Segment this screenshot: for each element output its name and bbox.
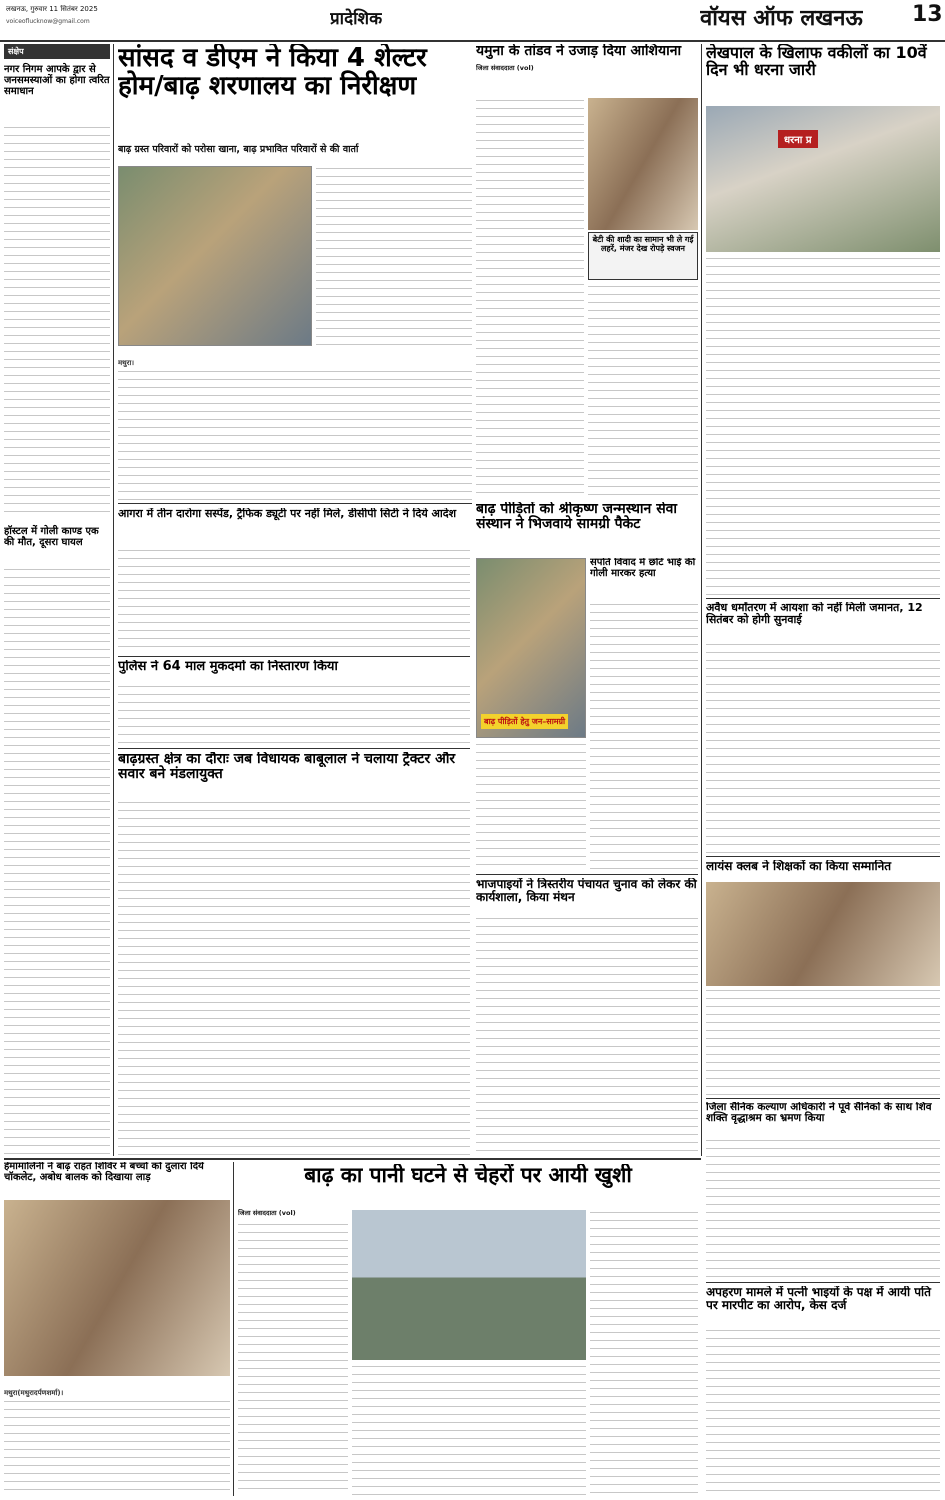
police-headline-block <box>118 660 470 682</box>
tractor-body <box>118 800 470 1156</box>
sainik-headline: जिला सैनिक कल्याण अधिकारी ने पूर्व सैनिकों के साथ शिव शक्ति वृद्धाश्रम का भ्रमण किया <box>706 1102 932 1125</box>
kidnap-headline-block <box>706 1286 940 1326</box>
police-headline: पुलिस ने 64 माल मुकदमों का निस्तारण किया <box>118 660 338 674</box>
lead-headline: सांसद व डीएम ने किया 4 शेल्टर होम/बाढ़ शरणालय का निरीक्षण <box>118 44 427 102</box>
tractor-headline: बाढ़ग्रस्त क्षेत्र का दौराः जब विधायक बाबूलाल ने चलाया ट्रैक्टर और सवार बने मंडलायुक्त <box>118 752 456 783</box>
bjp-headline-block <box>476 878 698 914</box>
hema-dateline: मथुरा(मथुरादर्पणशर्मा)। <box>4 1389 64 1397</box>
masthead <box>0 0 945 40</box>
relief-headline: बाढ़ पीड़ितों को श्रीकृष्ण जन्मस्थान सेवा संस्थान ने भिजवाये सामग्री पैकेट <box>476 502 678 533</box>
hema-photo <box>4 1200 230 1376</box>
hema-headline-block <box>4 1162 230 1198</box>
yamuna-pullquote <box>588 232 698 280</box>
relief-body <box>476 742 586 872</box>
brief-headline-2: हॉस्टल में गोली काण्ड एक की मौत, दूसरा घायल <box>4 526 99 548</box>
water-byline: जिला संवाददाता (vol) <box>238 1209 296 1217</box>
brand-title: वॉयस ऑफ लखनऊ <box>700 6 863 31</box>
property-headline-block <box>590 558 698 600</box>
property-body <box>590 602 698 872</box>
bjp-body <box>476 916 698 1156</box>
lions-body <box>706 988 940 1096</box>
lekhpal-banner: धरना प्र <box>778 130 818 148</box>
relief-banner: बाढ़ पीड़ितों हेतु जन–सामग्री <box>481 714 568 729</box>
tractor-headline-block <box>118 752 470 796</box>
yamuna-headline: यमुना के तांडव ने उजाड़ दिया आशियाना <box>476 44 682 59</box>
illegal-headline-block <box>706 602 940 640</box>
property-headline: संपति विवाद में छोटे भाई की गोली मारकर हत्या <box>590 558 696 579</box>
illegal-body <box>706 642 940 854</box>
water-headline-block <box>238 1164 698 1204</box>
yamuna-pullquote-text: बेटी की शादी का सामान भी ले गई लहरें, मंजर देख रोपड़े स्वजन <box>592 235 694 253</box>
sainik-body <box>706 1138 940 1280</box>
lions-photo <box>706 882 940 986</box>
brief-label: संक्षेप <box>4 44 110 59</box>
yamuna-body-1 <box>476 98 584 498</box>
brief-column <box>4 44 110 1156</box>
relief-photo <box>476 558 586 738</box>
water-headline: बाढ़ का पानी घटने से चेहरों पर आयी खुशी <box>304 1164 632 1187</box>
website: voiceoflucknow@gmail.com <box>6 18 90 25</box>
lead-photo <box>118 166 312 346</box>
yamuna-body-2 <box>588 284 698 498</box>
section-title: प्रादेशिक <box>330 9 383 29</box>
page-number: 13 <box>912 2 943 27</box>
brief-body-1 <box>4 125 110 515</box>
lead-subheadline: बाढ़ ग्रस्त परिवारों को परोसा खाना, बाढ़ प्रभावित परिवारों से की वार्ता <box>118 144 359 155</box>
lekhpal-headline: लेखपाल के खिलाफ वकीलों का 10वें दिन भी धरना जारी <box>706 44 927 80</box>
kidnap-headline: अपहरण मामले में पत्नी भाइयों के पक्ष में आयी पति पर मारपीट का आरोप, केस दर्ज <box>706 1286 931 1312</box>
kidnap-body <box>706 1328 940 1496</box>
yamuna-photo <box>588 98 698 230</box>
lead-headline-block <box>118 44 472 164</box>
bjp-headline: भाजपाइयों ने त्रिस्तरीय पंचायत चुनाव को लेकर की कार्यशाला, किया मंथन <box>476 878 697 904</box>
lead-body-top <box>316 166 472 346</box>
brief-body-2 <box>4 567 110 1156</box>
agra-headline: आगरा में तीन दारोगा सस्पेंड, ट्रैफिक ड्यूटी पर नहीं मिले, डीसीपी सिटी ने दिये आदेश <box>118 508 457 520</box>
illegal-headline: अवैध धर्मांतरण में आयशा को नहीं मिली जमानत, 12 सितंबर को होगी सुनवाई <box>706 602 923 626</box>
water-body-2 <box>352 1364 586 1496</box>
water-body-1 <box>238 1222 348 1496</box>
lead-dateline: मथुरा। <box>118 359 134 367</box>
lions-headline-block <box>706 860 940 880</box>
sainik-headline-block <box>706 1102 940 1136</box>
hema-body <box>4 1380 230 1496</box>
police-body <box>118 684 470 744</box>
date-line: लखनऊ, गुरुवार 11 सितंबर 2025 <box>6 5 98 13</box>
yamuna-byline: जिला संवाददाता (vol) <box>476 64 534 73</box>
water-photo <box>352 1210 586 1360</box>
lekhpal-photo <box>706 106 940 252</box>
lions-headline: लायंस क्लब ने शिक्षकों का किया सम्मानित <box>706 860 892 873</box>
agra-headline-block <box>118 508 470 548</box>
water-body-3 <box>590 1210 698 1496</box>
brief-headline-1: नगर निगम आपके द्वार से जनसमस्याओं का होगा त्वरित समाधान <box>4 64 110 97</box>
yamuna-headline-block <box>476 44 698 94</box>
agra-body <box>118 548 470 654</box>
hema-headline: हेमामालिनी ने बाढ़ राहत शिविर में बच्चों को दुलारा दिये चॉकलेट, अबोध बालक को दिखाया लाड़ <box>4 1162 204 1183</box>
lekhpal-body <box>706 256 940 596</box>
lead-body <box>118 350 472 500</box>
relief-headline-block <box>476 502 698 554</box>
lekhpal-headline-block <box>706 44 940 104</box>
